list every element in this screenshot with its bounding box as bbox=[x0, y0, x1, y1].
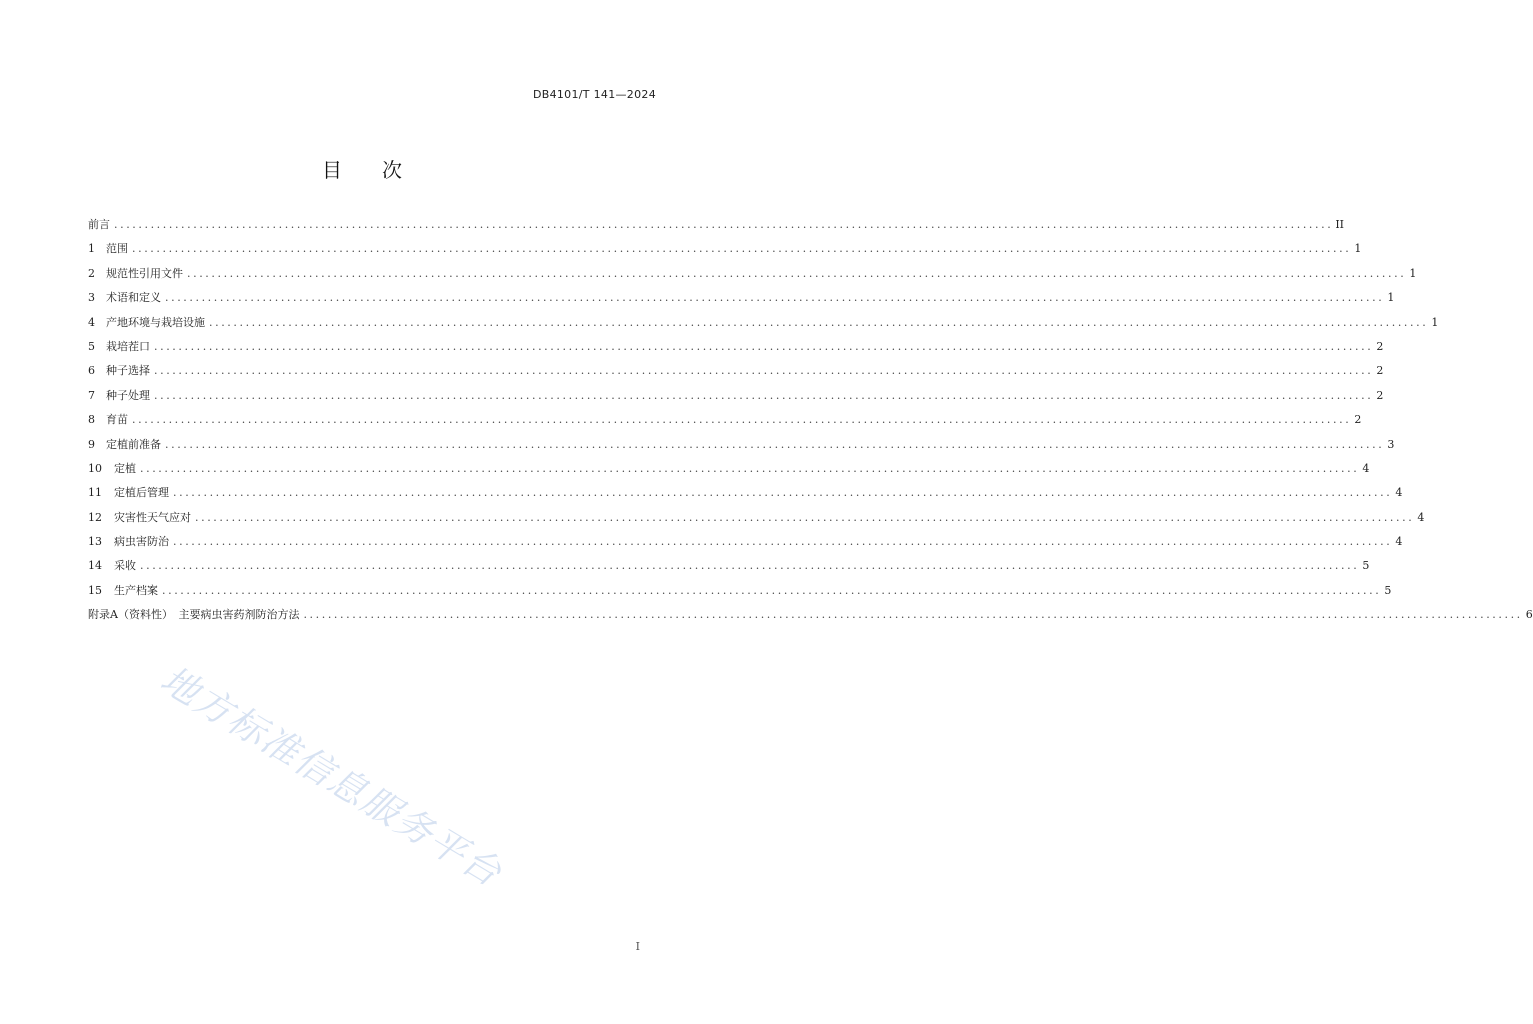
toc-entry-number: 14 bbox=[88, 559, 102, 573]
toc-leader-dots: ........................................................................................................................................................................................................ bbox=[165, 437, 1385, 451]
toc-leader-dots: ........................................................................................................................................................................................................ bbox=[132, 242, 1352, 256]
toc-leader-dots: ........................................................................................................................................................................................................ bbox=[162, 583, 1382, 597]
toc-entry[interactable] bbox=[88, 533, 1403, 557]
toc-entry-label: 定植前准备 bbox=[106, 437, 161, 451]
table-of-contents bbox=[88, 216, 1533, 631]
toc-entry-number: 5 bbox=[88, 339, 95, 353]
toc-entry-label: 生产档案 bbox=[114, 583, 158, 597]
toc-entry-page: 2 bbox=[1376, 388, 1384, 402]
toc-entry-number: 4 bbox=[88, 315, 95, 329]
toc-entry-number: 10 bbox=[88, 461, 102, 475]
toc-entry-number: 9 bbox=[88, 437, 95, 451]
toc-entry[interactable] bbox=[88, 338, 1384, 362]
toc-entry[interactable] bbox=[88, 240, 1362, 264]
toc-entry[interactable] bbox=[88, 484, 1403, 508]
toc-entry-label: 产地环境与栽培设施 bbox=[106, 315, 205, 329]
toc-entry[interactable] bbox=[88, 606, 1533, 630]
toc-entry-label: 灾害性天气应对 bbox=[114, 510, 191, 524]
toc-entry[interactable] bbox=[88, 314, 1439, 338]
toc-entry[interactable] bbox=[88, 436, 1395, 460]
toc-entry-page: 1 bbox=[1409, 266, 1417, 280]
document-code: DB4101/T 141—2024 bbox=[532, 88, 656, 101]
toc-entry-page: 2 bbox=[1376, 339, 1384, 353]
toc-entry[interactable] bbox=[88, 387, 1384, 411]
toc-entry-number: 3 bbox=[88, 291, 95, 305]
toc-entry-label: 病虫害防治 bbox=[114, 535, 169, 549]
toc-leader-dots: ........................................................................................................................................................................................................ bbox=[173, 535, 1393, 549]
toc-entry-page: II bbox=[1335, 218, 1345, 231]
toc-entry-label: 范围 bbox=[106, 242, 128, 256]
toc-entry[interactable] bbox=[88, 509, 1425, 533]
toc-entry-label: 栽培茬口 bbox=[106, 339, 150, 353]
toc-entry-label: 前言 bbox=[88, 218, 110, 231]
toc-leader-dots: ........................................................................................................................................................................................................ bbox=[303, 608, 1523, 622]
toc-entry-label: 定植 bbox=[114, 461, 136, 475]
toc-entry-number: 13 bbox=[88, 535, 102, 549]
toc-entry-page: 5 bbox=[1362, 559, 1370, 573]
toc-entry-number: 2 bbox=[88, 266, 95, 280]
toc-leader-dots: ........................................................................................................................................................................................................ bbox=[173, 486, 1393, 500]
toc-entry-label: 采收 bbox=[114, 559, 136, 573]
toc-leader-dots: ........................................................................................................................................................................................................ bbox=[165, 291, 1385, 305]
toc-leader-dots: ........................................................................................................................................................................................................ bbox=[187, 266, 1407, 280]
toc-leader-dots: ........................................................................................................................................................................................................ bbox=[140, 559, 1360, 573]
toc-entry-label: 规范性引用文件 bbox=[106, 266, 183, 280]
toc-entry[interactable] bbox=[88, 289, 1395, 313]
page-number: I bbox=[635, 940, 640, 953]
toc-entry-number: 1 bbox=[88, 242, 95, 256]
toc-leader-dots: ........................................................................................................................................................................................................ bbox=[154, 388, 1374, 402]
toc-leader-dots: ........................................................................................................................................................................................................ bbox=[114, 218, 1334, 231]
toc-entry-label: 育苗 bbox=[106, 413, 128, 427]
toc-entry-label: 定植后管理 bbox=[114, 486, 169, 500]
toc-entry[interactable] bbox=[88, 362, 1384, 386]
toc-entry-label: 附录A（资料性） 主要病虫害药剂防治方法 bbox=[88, 608, 300, 622]
toc-entry-page: 4 bbox=[1417, 510, 1425, 524]
toc-entry[interactable] bbox=[88, 216, 1345, 240]
toc-leader-dots: ........................................................................................................................................................................................................ bbox=[140, 461, 1360, 475]
toc-entry-page: 3 bbox=[1387, 437, 1395, 451]
watermark: 地方标准信息服务平台 bbox=[153, 657, 510, 896]
toc-leader-dots: ........................................................................................................................................................................................................ bbox=[209, 315, 1429, 329]
toc-leader-dots: ........................................................................................................................................................................................................ bbox=[195, 510, 1415, 524]
toc-entry[interactable] bbox=[88, 265, 1417, 289]
toc-entry-page: 4 bbox=[1395, 486, 1403, 500]
page-title: 目 次 bbox=[322, 158, 402, 182]
toc-entry-number: 12 bbox=[88, 510, 102, 524]
toc-entry-label: 种子选择 bbox=[106, 364, 150, 378]
toc-entry-number: 15 bbox=[88, 583, 102, 597]
toc-entry-page: 2 bbox=[1376, 364, 1384, 378]
toc-entry-number: 11 bbox=[88, 486, 102, 500]
toc-leader-dots: ........................................................................................................................................................................................................ bbox=[154, 339, 1374, 353]
toc-entry-number: 7 bbox=[88, 388, 95, 402]
toc-leader-dots: ........................................................................................................................................................................................................ bbox=[154, 364, 1374, 378]
toc-leader-dots: ........................................................................................................................................................................................................ bbox=[132, 413, 1352, 427]
toc-entry-page: 1 bbox=[1354, 242, 1362, 256]
toc-entry-page: 5 bbox=[1384, 583, 1392, 597]
toc-entry-page: 1 bbox=[1387, 291, 1395, 305]
toc-entry-page: 2 bbox=[1354, 413, 1362, 427]
toc-entry-page: 4 bbox=[1362, 461, 1370, 475]
toc-entry-page: 6 bbox=[1525, 608, 1533, 622]
toc-entry-number: 6 bbox=[88, 364, 95, 378]
toc-entry[interactable] bbox=[88, 582, 1392, 606]
toc-entry-page: 1 bbox=[1431, 315, 1439, 329]
toc-entry-label: 术语和定义 bbox=[106, 291, 161, 305]
toc-entry-number: 8 bbox=[88, 413, 95, 427]
toc-entry-label: 种子处理 bbox=[106, 388, 150, 402]
toc-entry-page: 4 bbox=[1395, 535, 1403, 549]
toc-entry[interactable] bbox=[88, 460, 1370, 484]
toc-entry[interactable] bbox=[88, 557, 1370, 581]
toc-entry[interactable] bbox=[88, 411, 1362, 435]
